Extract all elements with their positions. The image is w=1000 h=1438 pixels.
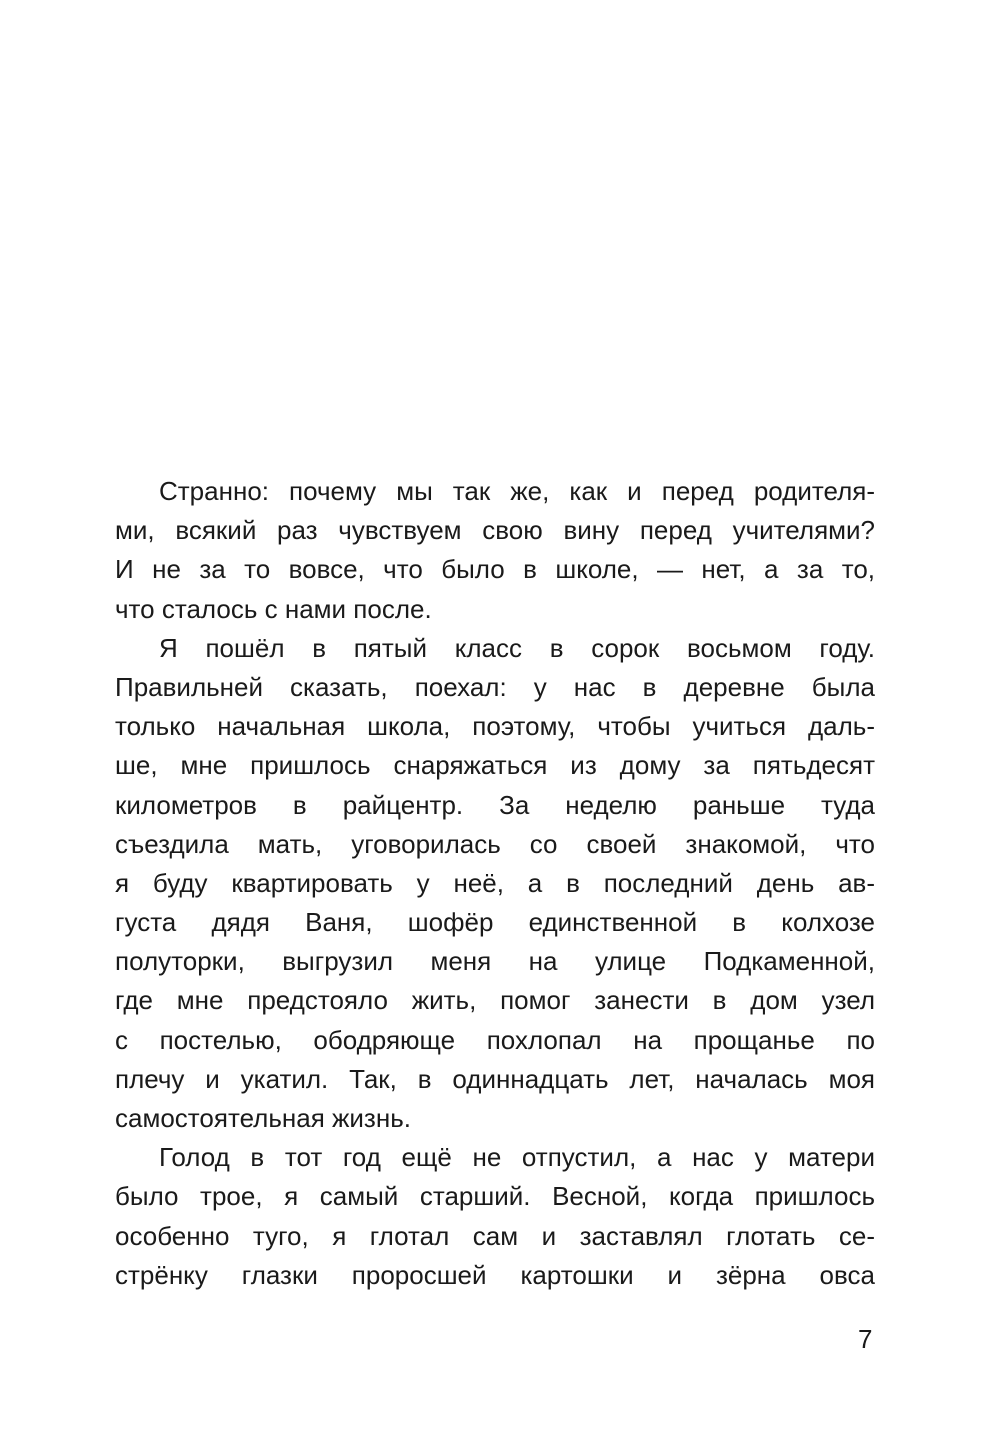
text-line: И не за то вовсе, что было в школе, — нет, а за то, xyxy=(115,554,875,585)
page-number: 7 xyxy=(858,1324,873,1354)
text-line: Голод в тот год ещё не отпустил, а нас у матери xyxy=(159,1142,875,1173)
text-line: стрёнку глазки проросшей картошки и зёрна овса xyxy=(115,1259,875,1290)
text-line: самостоятельная жизнь. xyxy=(115,1103,411,1133)
text-line: километров в райцентр. За неделю раньше туда xyxy=(115,789,875,820)
text-line: густа дядя Ваня, шофёр единственной в колхозе xyxy=(115,907,875,938)
text-line: только начальная школа, поэтому, чтобы учиться даль- xyxy=(115,711,875,742)
paragraph xyxy=(115,1138,875,1295)
text-line: ше, мне пришлось снаряжаться из дому за пятьдесят xyxy=(115,750,875,781)
text-line: Правильней сказать, поехал: у нас в деревне была xyxy=(115,671,875,702)
text-line: особенно туго, я глотал сам и заставлял глотать се- xyxy=(115,1220,875,1251)
text-line: ми, всякий раз чувствуем свою вину перед учителями? xyxy=(115,515,875,546)
paragraph xyxy=(115,472,875,629)
text-line: было трое, я самый старший. Весной, когда пришлось xyxy=(115,1181,875,1212)
text-line: Я пошёл в пятый класс в сорок восьмом году. xyxy=(159,632,875,663)
paragraph xyxy=(115,629,875,1138)
text-line: с постелью, ободряюще похлопал на прощанье по xyxy=(115,1024,875,1055)
body-text xyxy=(115,472,875,1295)
text-line: что сталось с нами после. xyxy=(115,593,432,624)
text-line: где мне предстояло жить, помог занести в дом узел xyxy=(115,985,875,1016)
text-line: полуторки, выгрузил меня на улице Подкаменной, xyxy=(115,946,875,977)
text-line: плечу и укатил. Так, в одиннадцать лет, началась моя xyxy=(115,1063,875,1094)
text-line: Странно: почему мы так же, как и перед родителя- xyxy=(159,476,875,506)
text-line: съездила мать, уговорилась со своей знакомой, что xyxy=(115,828,875,859)
text-line: я буду квартировать у неё, а в последний день ав- xyxy=(115,867,875,898)
